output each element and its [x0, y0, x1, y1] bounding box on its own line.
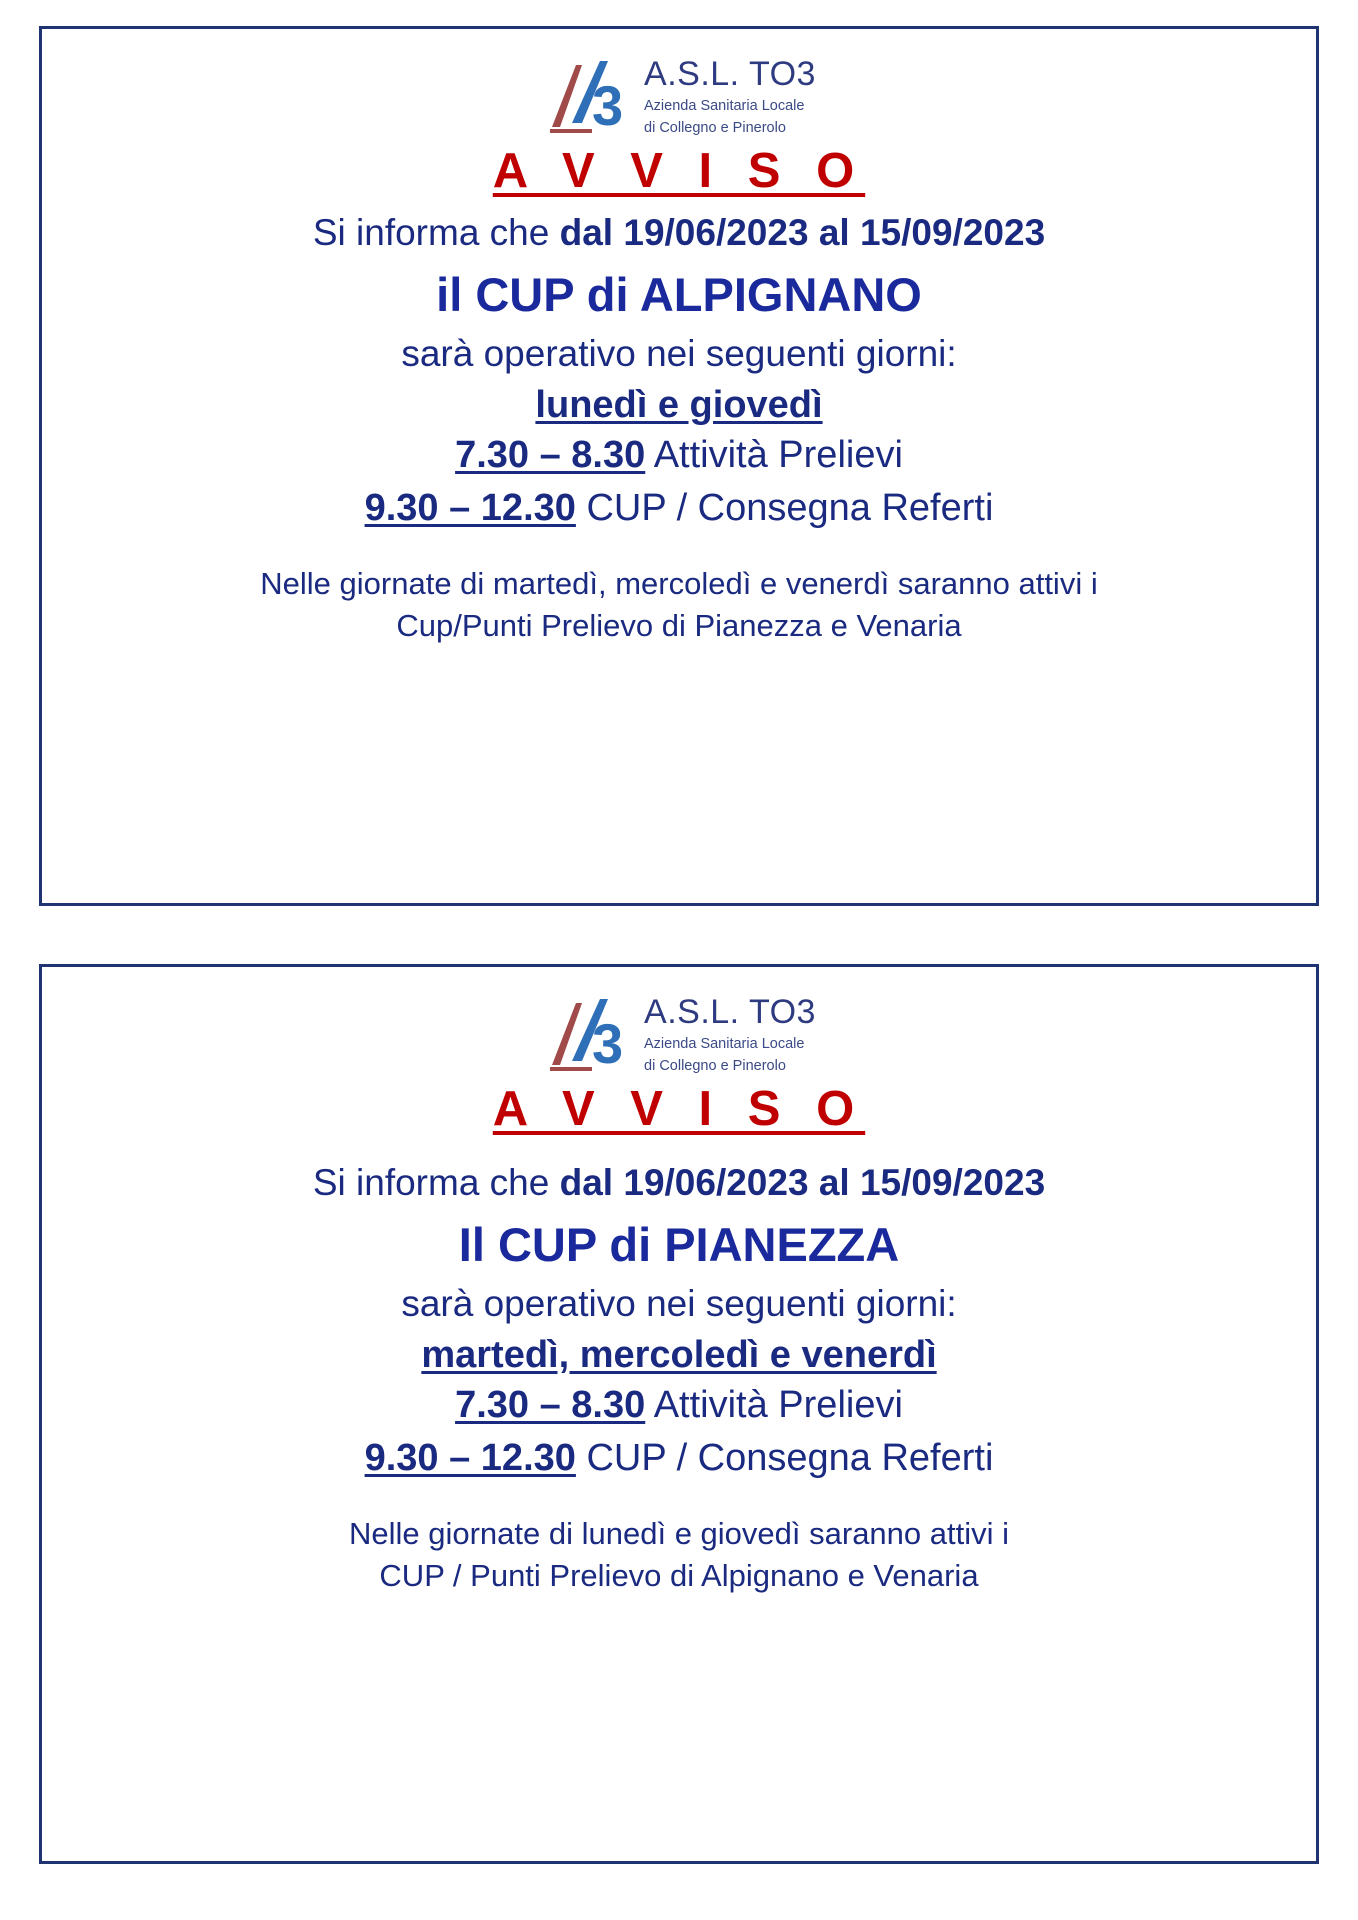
asl-logo-title: A.S.L. TO3: [644, 993, 816, 1031]
notice-operative-line: sarà operativo nei seguenti giorni:: [401, 333, 957, 375]
notice-intro-dates: dal 19/06/2023 al 15/09/2023: [559, 211, 1046, 253]
notice-hours-service-1: Attività Prelievi: [645, 1383, 903, 1426]
notice-operative-line: sarà operativo nei seguenti giorni:: [401, 1283, 957, 1325]
notice-footnote-line-1: Nelle giornate di lunedì e giovedì saranno attivi i: [348, 1516, 1010, 1552]
notice-hours-time-2: 9.30 – 12.30: [364, 487, 576, 530]
notice-footnote-line-2: Cup/Punti Prelievo di Pianezza e Venaria: [396, 608, 962, 644]
notice-hours-service-1: Attività Prelievi: [645, 433, 903, 476]
notice-hours-row-1: [76, 431, 1282, 480]
notice-footnote-line-1: Nelle giornate di martedì, mercoledì e venerdì saranno attivi i: [260, 566, 1098, 602]
asl-logo-text: [644, 991, 816, 1075]
svg-text:3: 3: [592, 1012, 624, 1075]
notice-hours-service-2: CUP / Consegna Referti: [575, 487, 994, 530]
notice-days: lunedì e giovedì: [535, 383, 823, 426]
asl-logo-subtitle-2: di Collegno e Pinerolo: [644, 1057, 786, 1074]
asl-logo-subtitle-2: di Collegno e Pinerolo: [644, 119, 786, 136]
notice-headline: il CUP di ALPIGNANO: [436, 268, 922, 322]
notice-footnote-line-2: CUP / Punti Prelievo di Alpignano e Venaria: [379, 1558, 979, 1594]
notice-hours-row-2: [76, 1434, 1282, 1483]
notice-intro-dates: dal 19/06/2023 al 15/09/2023: [559, 1161, 1046, 1203]
notice-days: martedì, mercoledì e venerdì: [421, 1333, 937, 1376]
asl-logo: [76, 53, 1282, 139]
notice-headline: Il CUP di PIANEZZA: [458, 1218, 900, 1272]
notice-intro: [76, 1159, 1282, 1206]
svg-text:3: 3: [592, 74, 624, 137]
notice-hours-time-2: 9.30 – 12.30: [364, 1437, 576, 1480]
notice-heading: A V V I S O: [492, 1082, 866, 1136]
notice-intro: [76, 209, 1282, 256]
asl-logo-subtitle-1: Azienda Sanitaria Locale: [644, 1035, 805, 1052]
notice-hours-row-1: [76, 1381, 1282, 1430]
notice-footnote: [76, 563, 1282, 647]
notice-card-pianezza: [39, 964, 1319, 1864]
asl-logo-subtitle-1: Azienda Sanitaria Locale: [644, 97, 805, 114]
asl-logo-text: [644, 53, 816, 137]
notice-hours-service-2: CUP / Consegna Referti: [575, 1437, 994, 1480]
notice-hours-time-1: 7.30 – 8.30: [455, 433, 646, 476]
notice-footnote: [76, 1513, 1282, 1597]
spacer: [76, 1147, 1282, 1157]
notice-card-alpignano: [39, 26, 1319, 906]
asl-a3-logo-icon: [542, 991, 634, 1077]
notice-hours-row-2: [76, 484, 1282, 533]
notice-heading: A V V I S O: [492, 144, 866, 198]
asl-a3-logo-icon: [542, 53, 634, 139]
asl-logo-title: A.S.L. TO3: [644, 55, 816, 93]
notice-hours-time-1: 7.30 – 8.30: [455, 1383, 646, 1426]
asl-logo: [76, 991, 1282, 1077]
notice-intro-prefix: Si informa che: [312, 1161, 560, 1203]
notice-intro-prefix: Si informa che: [312, 211, 560, 253]
